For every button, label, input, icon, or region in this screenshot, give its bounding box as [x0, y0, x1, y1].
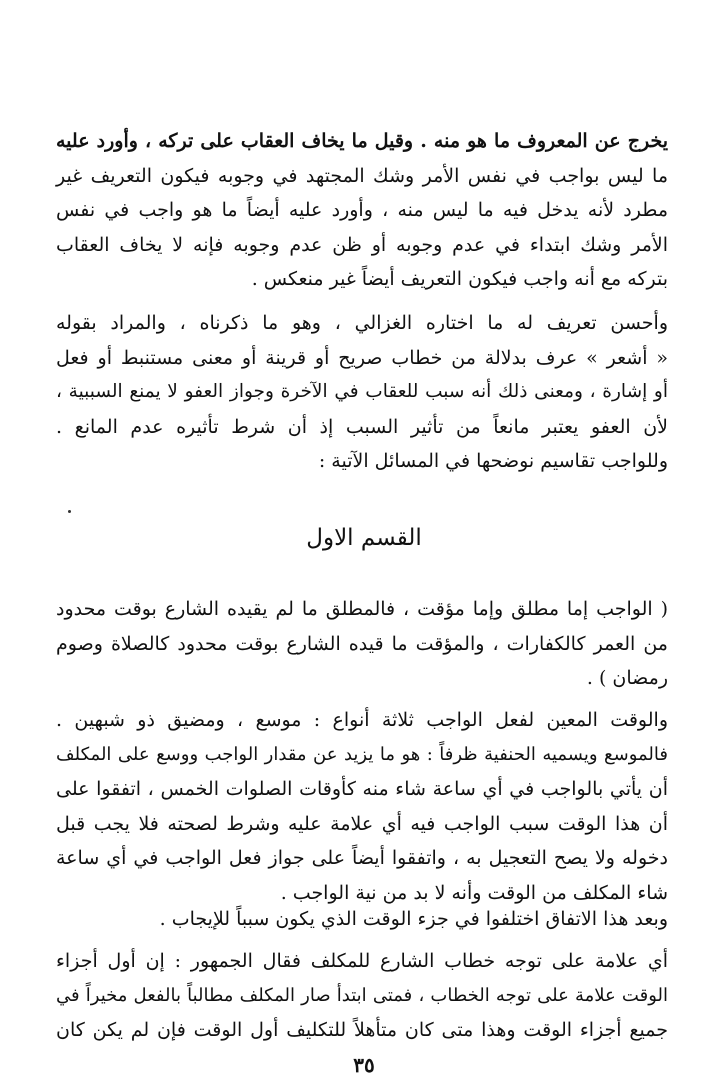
text-line: فالموسع ويسميه الحنفية ظرفاً : هو ما يزيد عن مقدار الواجب ووسع على المكلف	[56, 743, 668, 765]
paragraph-6	[56, 944, 668, 1048]
text-line: الوقت علامة على توجه الخطاب ، فمتى ابتدأ صار المكلف مطالباً بالفعل مخيراً في	[56, 984, 668, 1006]
text-line: من العمر كالكفارات ، والمؤقت ما قيده الشارع بوقت محدود كالصلاة وصوم	[56, 632, 668, 655]
text-line: لأن العفو يعتبر مانعاً من تأثير السبب إذ أن شرط تأثيره عدم المانع .	[56, 415, 668, 438]
text-line: « أشعر » عرف بدلالة من خطاب صريح أو قرينة أو معنى مستنبط أو فعل	[56, 346, 668, 369]
text-line: وللواجب تقاسيم نوضحها في المسائل الآتية :	[318, 450, 668, 472]
text-line: جميع أجزاء الوقت وهذا متى كان متأهلاً للتكليف أول الوقت فإن لم يكن كان	[56, 1019, 668, 1041]
text-line: أن هذا الوقت سبب الواجب فيه أي علامة عليه وشرط لصحته فلا يجب قبل	[56, 812, 668, 835]
text-line: وأحسن تعريف له ما اختاره الغزالي ، وهو ما ذكرناه ، والمراد بقوله	[56, 312, 668, 334]
text-line: مطرد لأنه يدخل فيه ما ليس منه ، وأورد عليه أيضاً ما هو واجب في نفس	[56, 199, 668, 221]
text-line: ما ليس بواجب في نفس الأمر وشك المجتهد في وجوبه فيكون التعريف غير	[56, 164, 668, 187]
text-line: الأمر وشك ابتداء في عدم وجوبه أو ظن عدم وجوبه فإنه لا يخاف العقاب	[56, 233, 668, 256]
text-line: وبعد هذا الاتفاق اختلفوا في جزء الوقت الذي يكون سبباً للإيجاب .	[159, 908, 668, 930]
paragraph-1	[56, 124, 668, 297]
text-line: دخوله ولا يصح التعجيل به ، واتفقوا أيضاً على جواز فعل الواجب في أي ساعة	[56, 847, 668, 869]
text-line: أو إشارة ، ومعنى ذلك أنه سبب للعقاب في الآخرة وجواز العفو لا يمنع السببية ،	[56, 381, 668, 402]
paragraph-3	[56, 592, 668, 696]
text-line: شاء المكلف من الوقت وأنه لا بد من نية الواجب .	[280, 881, 668, 904]
paragraph-5	[56, 902, 668, 937]
text-line: ( الواجب إما مطلق وإما مؤقت ، فالمطلق ما لم يقيده الشارع بوقت محدود	[56, 598, 668, 620]
page-number: ٣٥	[353, 1053, 375, 1077]
section-heading: القسم الاول	[306, 525, 422, 551]
text-line: أي علامة على توجه خطاب الشارع للمكلف فقال الجمهور : إن أول أجزاء	[56, 950, 668, 972]
paragraph-4	[56, 703, 668, 910]
text-line: والوقت المعين لفعل الواجب ثلاثة أنواع : موسع ، ومضيق ذو شبهين .	[56, 709, 668, 731]
text-line: أن يأتي بالواجب في أي ساعة شاء منه كأوقات الصلوات الخمس ، اتفقوا على	[56, 778, 668, 800]
print-speck	[68, 510, 71, 513]
paragraph-2	[56, 306, 668, 479]
text-line: بتركه مع أنه واجب فيكون التعريف أيضاً غير منعكس .	[251, 268, 668, 290]
text-line: يخرج عن المعروف ما هو منه . وقيل ما يخاف العقاب على تركه ، وأورد عليه	[56, 130, 668, 152]
text-line: رمضان ) .	[586, 667, 668, 689]
